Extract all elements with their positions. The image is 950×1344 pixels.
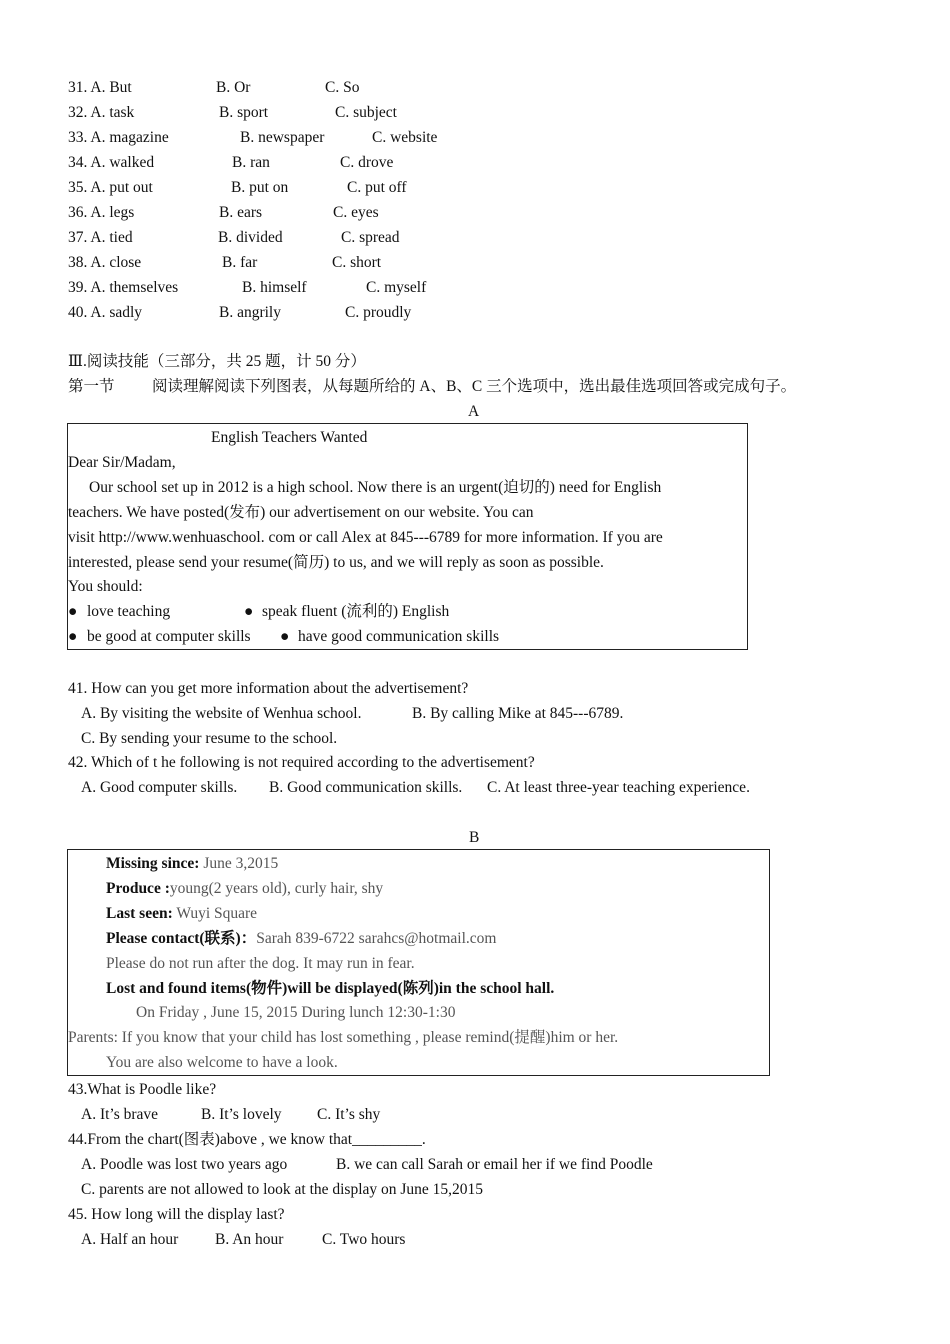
- question-43: 43.What is Poodle like?: [68, 1081, 217, 1098]
- seen-value: Wuyi Square: [172, 905, 258, 922]
- option-a: 35. A. put out: [68, 179, 153, 196]
- passage-b-box: [67, 849, 770, 1076]
- question-44: 44.From the chart(图表)above , we know that_________.: [68, 1131, 426, 1148]
- option-b: B. himself: [242, 279, 307, 296]
- question-41-option-b: B. By calling Mike at 845---6789.: [412, 705, 624, 722]
- passage-a-line: Our school set up in 2012 is a high school. Now there is an urgent(迫切的) need for English: [89, 479, 662, 496]
- missing-value: June 3,2015: [199, 855, 279, 872]
- passage-a-title: English Teachers Wanted: [211, 429, 368, 446]
- requirement: be good at computer skills: [87, 628, 251, 645]
- welcome-note: You are also welcome to have a look.: [106, 1054, 338, 1071]
- option-a: 33. A. magazine: [68, 129, 169, 146]
- seen-label: Last seen:: [106, 905, 173, 922]
- option-b: B. put on: [231, 179, 289, 196]
- passage-a-line: teachers. We have posted(发布) our advertisement on our website. You can: [68, 504, 534, 521]
- last-seen: [106, 904, 257, 924]
- passage-a-letter: A: [468, 403, 480, 420]
- option-a: 34. A. walked: [68, 154, 155, 171]
- option-c: C. myself: [366, 279, 427, 296]
- missing-since: [106, 854, 278, 874]
- option-c: C. drove: [340, 154, 394, 171]
- missing-label: Missing since:: [106, 855, 200, 872]
- option-a: 39. A. themselves: [68, 279, 179, 296]
- passage-a-should: You should:: [68, 578, 143, 595]
- requirement: love teaching: [87, 603, 171, 620]
- bullet-icon: ●: [244, 603, 254, 620]
- option-a: 32. A. task: [68, 104, 135, 121]
- passage-a-line: interested, please send your resume(简历) to us, and we will reply as soon as possible.: [68, 554, 604, 571]
- passage-a-line: visit http://www.wenhuaschool. com or call Alex at 845---6789 for more information. If you are: [68, 529, 663, 546]
- question-42: 42. Which of t he following is not required according to the advertisement?: [68, 754, 535, 771]
- option-b: B. newspaper: [240, 129, 325, 146]
- question-45: 45. How long will the display last?: [68, 1206, 285, 1223]
- question-43-option-a: A. It’s brave: [81, 1106, 159, 1123]
- bullet-icon: ●: [280, 628, 290, 645]
- option-b: B. ran: [232, 154, 270, 171]
- option-c: C. proudly: [345, 304, 412, 321]
- option-c: C. put off: [347, 179, 407, 196]
- option-c: C. subject: [335, 104, 397, 121]
- display-time: On Friday , June 15, 2015 During lunch 12:30-1:30: [136, 1004, 456, 1021]
- bullet-icon: ●: [68, 628, 78, 645]
- question-42-option-a: A. Good computer skills.: [81, 779, 238, 796]
- dog-note: Please do not run after the dog. It may run in fear.: [106, 955, 415, 972]
- option-c: C. eyes: [333, 204, 379, 221]
- section-heading: Ⅲ.阅读技能（三部分，共 25 题，计 50 分）: [68, 353, 366, 370]
- question-43-option-b: B. It’s lovely: [201, 1106, 282, 1123]
- option-b: B. divided: [218, 229, 283, 246]
- option-c: C. spread: [341, 229, 400, 246]
- part-label: 第一节: [68, 378, 115, 395]
- option-b: B. far: [222, 254, 258, 271]
- question-41-option-a: A. By visiting the website of Wenhua school.: [81, 705, 362, 722]
- passage-a-box: [67, 423, 748, 650]
- question-45-option-b: B. An hour: [215, 1231, 284, 1248]
- passage-b-letter: B: [469, 829, 480, 846]
- lost-found-notice: [106, 979, 554, 999]
- produce-value: young(2 years old), curly hair, shy: [169, 880, 384, 897]
- requirement: speak fluent (流利的) English: [262, 603, 450, 620]
- passage-a-greeting: Dear Sir/Madam,: [68, 454, 176, 471]
- question-42-option-b: B. Good communication skills.: [269, 779, 463, 796]
- option-b: B. Or: [216, 79, 251, 96]
- option-b: B. ears: [219, 204, 263, 221]
- option-b: B. angrily: [219, 304, 281, 321]
- question-45-option-a: A. Half an hour: [81, 1231, 179, 1248]
- question-41-option-c: C. By sending your resume to the school.: [81, 730, 338, 747]
- option-c: C. website: [372, 129, 438, 146]
- lost-found-text: Lost and found items(物件)will be displayed(陈列)in the school hall.: [106, 980, 555, 997]
- option-a: 37. A. tied: [68, 229, 133, 246]
- option-b: B. sport: [219, 104, 269, 121]
- option-a: 36. A. legs: [68, 204, 135, 221]
- produce-label: Produce :: [106, 880, 170, 897]
- produce: [106, 879, 383, 899]
- section-instruction: 阅读理解阅读下列图表，从每题所给的 A、B、C 三个选项中，选出最佳选项回答或完成句子。: [152, 378, 797, 395]
- contact-value: Sarah 839-6722 sarahcs@hotmail.com: [256, 930, 497, 947]
- question-42-option-c: C. At least three-year teaching experience.: [487, 779, 750, 796]
- option-c: C. So: [325, 79, 360, 96]
- contact-label: Please contact(联系)：: [106, 930, 257, 947]
- question-44-option-c: C. parents are not allowed to look at the display on June 15,2015: [81, 1181, 484, 1198]
- question-44-option-b: B. we can call Sarah or email her if we find Poodle: [336, 1156, 653, 1173]
- question-43-option-c: C. It’s shy: [317, 1106, 381, 1123]
- parents-note: Parents: If you know that your child has lost something , please remind(提醒)him or her.: [68, 1029, 619, 1046]
- option-a: 31. A. But: [68, 79, 132, 96]
- question-44-option-a: A. Poodle was lost two years ago: [81, 1156, 288, 1173]
- requirement: have good communication skills: [298, 628, 500, 645]
- contact: [106, 929, 496, 949]
- bullet-icon: ●: [68, 603, 78, 620]
- option-c: C. short: [332, 254, 382, 271]
- question-45-option-c: C. Two hours: [322, 1231, 406, 1248]
- question-41: 41. How can you get more information about the advertisement?: [68, 680, 469, 697]
- option-a: 38. A. close: [68, 254, 142, 271]
- option-a: 40. A. sadly: [68, 304, 143, 321]
